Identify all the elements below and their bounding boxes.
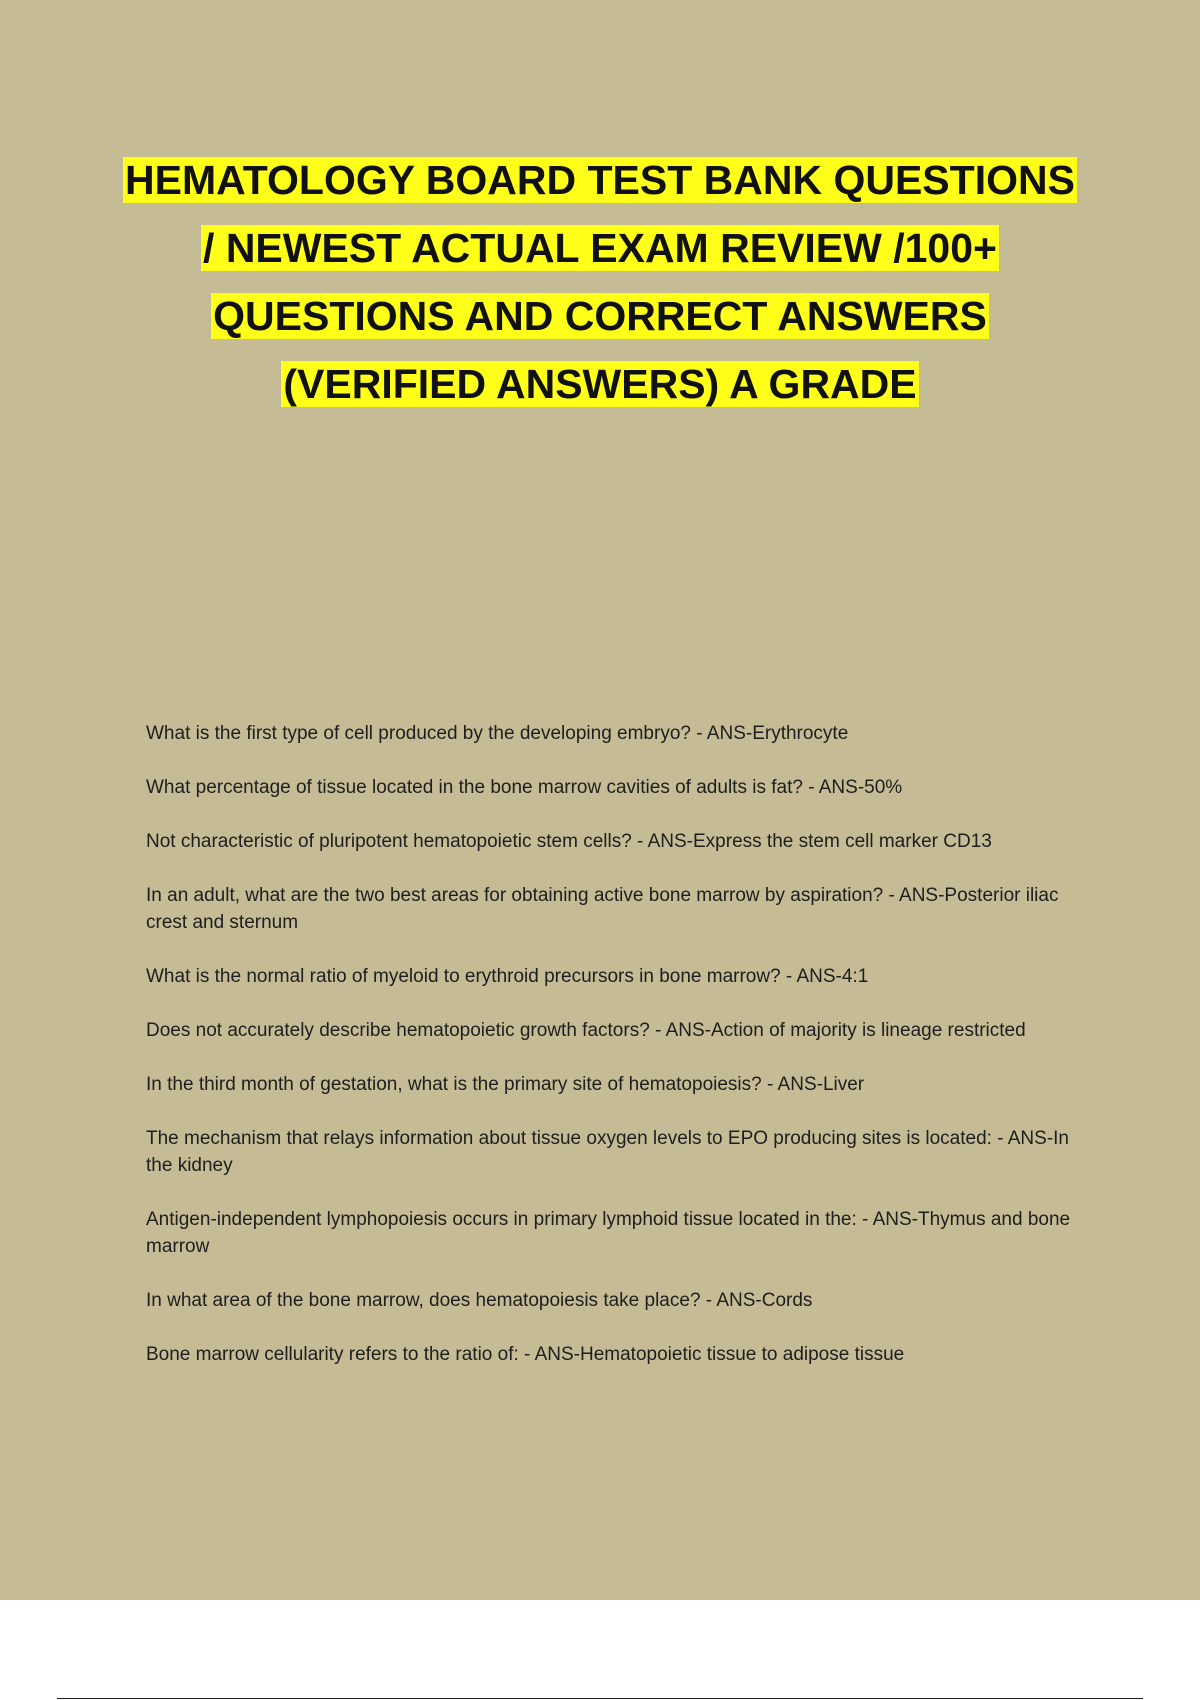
qa-item-10: In what area of the bone marrow, does hematopoiesis take place? - ANS-Cords	[146, 1290, 813, 1311]
title-line-3	[0, 282, 1200, 350]
qa-item-7: In the third month of gestation, what is the primary site of hematopoiesis? - ANS-Liver	[146, 1074, 865, 1095]
qa-item-3: Not characteristic of pluripotent hematopoietic stem cells? - ANS-Express the stem cell marker CD13	[146, 831, 992, 852]
footer-rule	[57, 1698, 1143, 1699]
document-title	[0, 146, 1200, 418]
qa-item-8: The mechanism that relays information about tissue oxygen levels to EPO producing sites is located: - ANS-In the kidney	[146, 1128, 1070, 1176]
title-line-4-text: (VERIFIED ANSWERS) A GRADE	[283, 361, 917, 407]
title-line-2	[0, 214, 1200, 282]
qa-item-6: Does not accurately describe hematopoietic growth factors? - ANS-Action of majority is lineage restricted	[146, 1020, 1026, 1041]
title-line-1	[0, 146, 1200, 214]
qa-item-9: Antigen-independent lymphopoiesis occurs in primary lymphoid tissue located in the: - ANS-Thymus and bone marrow	[146, 1209, 1071, 1257]
qa-item-4: In an adult, what are the two best areas for obtaining active bone marrow by aspiration? - ANS-Posterior iliac crest and sternum	[146, 885, 1059, 933]
qa-item-5: What is the normal ratio of myeloid to erythroid precursors in bone marrow? - ANS-4:1	[146, 966, 869, 987]
qa-item-1: What is the first type of cell produced by the developing embryo? - ANS-Erythrocyte	[146, 723, 849, 744]
title-line-2-text: / NEWEST ACTUAL EXAM REVIEW /100+	[203, 225, 997, 271]
title-line-3-text: QUESTIONS AND CORRECT ANSWERS	[213, 293, 987, 339]
qa-list	[146, 720, 1096, 1395]
title-line-1-text: HEMATOLOGY BOARD TEST BANK QUESTIONS	[125, 157, 1075, 203]
title-line-4	[0, 350, 1200, 418]
qa-item-11: Bone marrow cellularity refers to the ratio of: - ANS-Hematopoietic tissue to adipose tissue	[146, 1344, 905, 1365]
qa-item-2: What percentage of tissue located in the bone marrow cavities of adults is fat? - ANS-50%	[146, 777, 903, 798]
